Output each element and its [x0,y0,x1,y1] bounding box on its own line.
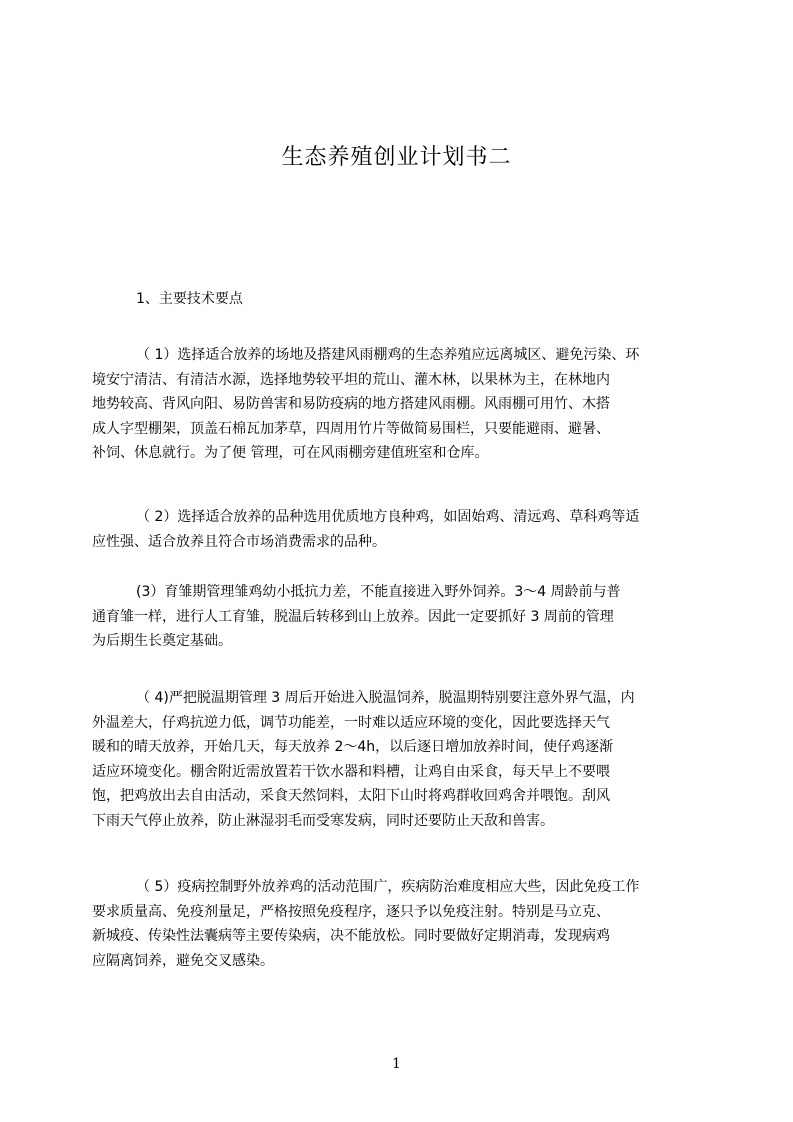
paragraph-line: 地势较高、背风向阳、易防兽害和易防疫病的地方搭建风雨棚。风雨棚可用竹、木搭 [92,396,610,412]
paragraph-breed-selection [92,505,712,554]
paragraph-line: 新城疫、传染性法囊病等主要传染病，决不能放松。同时要做好定期消毒，发现病鸡 [92,928,610,944]
paragraph-brooding-management [92,580,712,654]
paragraph-line: 外温差大，仔鸡抗逆力低，调节功能差，一时难以适应环境的变化，因此要选择天气 [92,714,610,731]
paragraph-line: 适应环境变化。棚舍附近需放置若干饮水器和料槽，让鸡自由采食，每天早上不要喂 [92,763,610,780]
section-heading: 1、主要技术要点 [136,291,243,307]
paragraph-line: 饱，把鸡放出去自由活动，采食天然饲料，太阳下山时将鸡群收回鸡舍并喂饱。刮风 [92,788,610,804]
paragraph-line: 要求质量高、免疫剂量足，严格按照免疫程序，逐只予以免疫注射。特别是马立克、 [92,903,610,920]
paragraph-line: （ 2）选择适合放养的品种选用优质地方良种鸡，如固始鸡、清远鸡、草科鸡等适 [136,509,640,525]
paragraph-line: （ 1）选择适合放养的场地及搭建风雨棚鸡的生态养殖应远离城区、避免污染、环 [136,347,640,363]
paragraph-line: 境安宁清洁、有清洁水源，选择地势较平坦的荒山、灌木林，以果林为主，在林地内 [92,371,610,388]
paragraph-line: 为后期生长奠定基础。 [92,633,232,649]
paragraph-line: 应隔离饲养，避免交叉感染。 [92,952,274,969]
paragraph-line: 通育雏一样，进行人工育雏，脱温后转移到山上放养。因此一定要抓好 3 周前的管理 [92,608,614,625]
paragraph-line: 成人字型棚架，顶盖石棉瓦加茅草，四周用竹片等做简易围栏，只要能避雨、避暑、 [92,420,610,437]
paragraph-line: (3）育雏期管理雏鸡幼小抵抗力差，不能直接进入野外饲养。3～4 周龄前与普 [136,584,621,600]
paragraph-line: （ 4)严把脱温期管理 3 周后开始进入脱温饲养，脱温期特别要注意外界气温，内 [136,690,635,706]
paragraph-site-selection [92,343,712,466]
paragraph-disease-control [92,875,712,973]
paragraph-line: 下雨天气停止放养，防止淋湿羽毛而受寒发病，同时还要防止天敌和兽害。 [92,812,554,829]
document-title: 生态养殖创业计划书二 [281,145,512,170]
paragraph-line: 暖和的晴天放养，开始几天，每天放养 2～4h，以后逐日增加放养时间，使仔鸡逐渐 [92,739,614,755]
paragraph-line: 应性强、适合放养且符合市场消费需求的品种。 [92,533,386,550]
page-number: 1 [392,1056,401,1072]
paragraph-weaning-management [92,686,712,833]
paragraph-line: 补饲、休息就行。为了便 管理，可在风雨棚旁建值班室和仓库。 [92,445,489,461]
paragraph-line: （ 5）疫病控制野外放养鸡的活动范围广，疾病防治难度相应大些，因此免疫工作 [136,879,640,895]
